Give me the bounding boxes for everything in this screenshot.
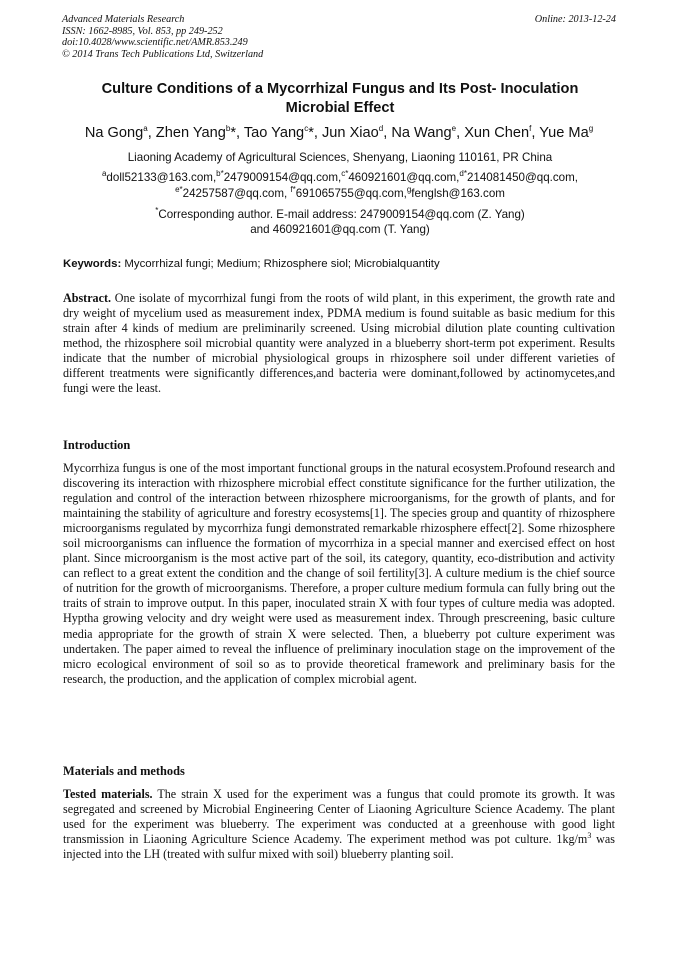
author-separator: , [147, 125, 156, 141]
abstract-text: One isolate of mycorrhizal fungi from the roots of wild plant, in this experiment, the growth rate and dry weight of mycelium used as measurement index, PDMA medium is found suitable as basic medium for this strain after 4 kinds of medium are preliminarily screened. Using microbial dilution plate counting cultivation method, the rhizosphere soil microbial quantity were analyzed in a blueberry short-term pot experiment. Results indicate that the number of microbial physiological groups in rhizosphere soil under different varieties of different treatments were significantly differences,and bacteria were dominant,followed by actinomycetes,and fungi were the least. [63, 291, 615, 396]
author-name: Xun Chen [464, 125, 530, 141]
section-heading-materials-methods: Materials and methods [63, 764, 185, 778]
email-mark: e* [175, 184, 183, 194]
author-name: Jun Xiao [321, 125, 379, 141]
email-mark: f* [290, 184, 296, 194]
author-affil-mark: d [378, 124, 384, 134]
author [539, 125, 593, 141]
journal-doi[interactable]: doi:10.4028/www.scientific.net/AMR.853.249 [62, 37, 248, 49]
email-mark: g [406, 184, 412, 194]
paper-title-line-2: Microbial Effect [285, 100, 395, 116]
author-affil-mark: b [225, 124, 231, 134]
paper-title-line-1: Culture Conditions of a Mycorrhizal Fungus and Its Post- Inoculation [101, 81, 579, 97]
author-affil-mark: a [143, 124, 148, 134]
author-name: Na Gong [84, 125, 144, 141]
journal-name: Advanced Materials Research [62, 14, 185, 25]
author-name: Zhen Yang [155, 125, 226, 141]
email-address[interactable]: 24257587@qq.com, [182, 186, 291, 200]
email-address[interactable]: 214081450@qq.com, [466, 171, 579, 184]
journal-header [62, 14, 616, 60]
corresponding-line-2: and 460921601@qq.com (T. Yang) [250, 223, 430, 236]
author [464, 125, 539, 141]
email-address[interactable]: 691065755@qq.com, [295, 186, 407, 200]
author [244, 125, 322, 141]
journal-issn: ISSN: 1662-8985, Vol. 853, pp 249-252 [62, 25, 223, 37]
paper-title [60, 80, 620, 118]
email-line-1 [60, 170, 620, 186]
introduction-paragraph: Mycorrhiza fungus is one of the most important functional groups in the natural ecosystem.Profound research and discovering its interaction with rhizosphere microbial effect constitute significance for the further utilization, the regulation and control of the interaction between rhizosphere microorganisms, for the growth of plants, and for maintaining the stability of agriculture and forestry ecosystems[1]. The species group and quantity of rhizosphere microorganisms regulated by mycorrhiza fungi demonstrated remarkable rhizosphere effect[2]. Some rhizosphere soil microorganisms can influence the formation of mycorrhiza in a special manner and exercised effect on host plant. Since microorganism is the most active part of the soil, its category, quantity, eco-distribution and activity can reflect to a great extent the condition and the change of soil fertility[3]. A culture medium is the chief source of nutrition for the growth of microorganisms. Therefore, a proper culture medium formula can fully bring out the traits of strain to improve output. In this paper, inoculated strain X with four types of culture media was adopted. Hyptha growing velocity and dry weight were used as measurement index. Through prescreening, basic culture media appropriate for the growth of strain X were selected. Then, a blueberry pot culture experiment was undertaken. The paper aimed to reveal the influence of preliminary inoculation stage on the improvement of the micro ecological environment of soil so as to provide theoretical framework and preliminary basis for the research, the production, and the application of complex microbial agent. [63, 461, 615, 686]
author-affil-mark: e [451, 124, 457, 134]
author-emails [60, 170, 620, 201]
journal-copyright: © 2014 Trans Tech Publications Ltd, Switzerland [62, 48, 264, 60]
email-address[interactable]: fenglsh@163.com [411, 186, 505, 200]
keywords [63, 257, 615, 271]
keywords-label: Keywords: [63, 258, 122, 270]
author-name: Tao Yang [243, 125, 305, 141]
author-affil-mark: c [304, 124, 309, 134]
author-name: Yue Ma [539, 125, 589, 141]
keywords-text: Mycorrhizal fungi; Medium; Rhizosphere siol; Microbialquantity [121, 258, 440, 270]
email-address[interactable]: 2479009154@qq.com, [223, 171, 342, 184]
author [85, 125, 156, 141]
journal-info [62, 14, 616, 60]
author-separator: , [383, 125, 392, 141]
corresponding-mark: * [308, 125, 314, 141]
author-separator: , [531, 125, 540, 141]
online-date: Online: 2013-12-24 [534, 14, 616, 25]
tested-materials-text-end: was injected into the LH (treated with sulfur mixed with soil) blueberry planting soil. [63, 832, 615, 862]
email-address[interactable]: 460921601@qq.com, [348, 171, 460, 184]
author-separator: , [456, 125, 465, 141]
abstract [63, 291, 615, 396]
corresponding-text: Corresponding author. E-mail address: 2479009154@qq.com (Z. Yang) [158, 208, 525, 221]
email-address[interactable]: doll52133@163.com, [106, 171, 217, 184]
corresponding-mark: * [230, 125, 236, 141]
author-separator: , [236, 125, 244, 141]
section-heading-introduction: Introduction [63, 438, 131, 452]
corresponding-author [60, 207, 620, 237]
author-list [40, 124, 638, 142]
email-line-2 [60, 186, 620, 202]
author-affil-mark: f [529, 124, 532, 134]
email-mark: b* [216, 169, 224, 179]
tested-materials-text: The strain X used for the experiment was a fungus that could promote its growth. It was segregated and screened by Microbial Engineering Center of Liaoning Agriculture Science Academy. The plant used for the experiment was blueberry. The experiment was conducted at a greenhouse with good light transmission in Liaoning Agriculture Science Academy. The experiment method was pot culture. 1kg/m [63, 787, 615, 847]
abstract-label: Abstract. [63, 291, 112, 305]
author [391, 125, 464, 141]
corresponding-line-1 [60, 207, 620, 222]
tested-materials-paragraph [63, 787, 615, 862]
affiliation: Liaoning Academy of Agricultural Sciences, Shenyang, Liaoning 110161, PR China [127, 151, 553, 164]
email-mark: d* [459, 169, 467, 179]
unit-exponent: 3 [587, 831, 592, 841]
author-affil-mark: g [588, 124, 594, 134]
email-mark: c* [341, 169, 349, 179]
author [322, 125, 391, 141]
email-mark: a [101, 169, 107, 179]
tested-materials-label: Tested materials. [63, 787, 153, 801]
author-name: Na Wang [391, 125, 452, 141]
author [156, 125, 244, 141]
author-separator: , [313, 125, 322, 141]
corresponding-mark: * [155, 206, 159, 216]
